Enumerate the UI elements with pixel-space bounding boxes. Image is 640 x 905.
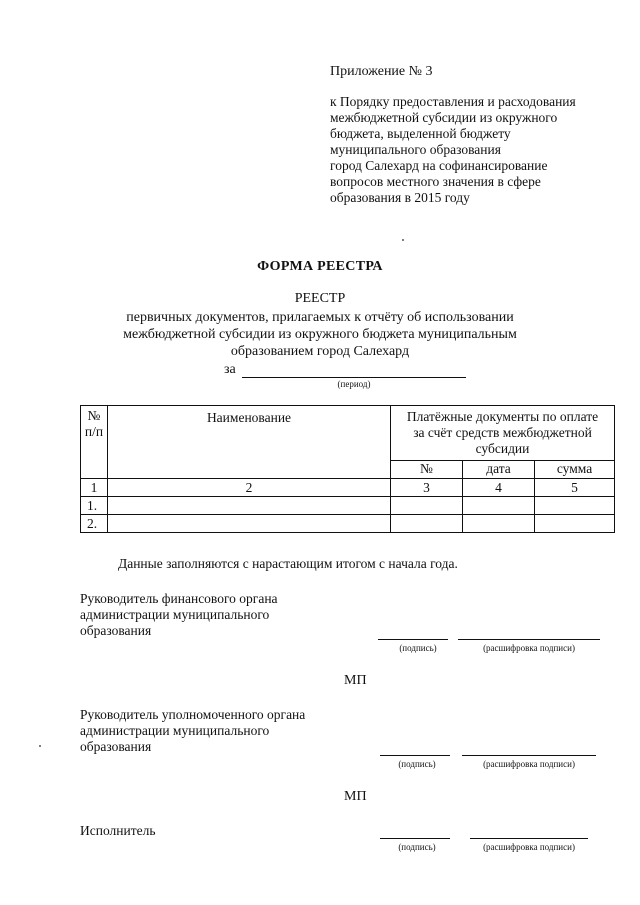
period-prefix: за	[224, 362, 236, 377]
signatory-line: Руководитель уполномоченного органа	[80, 707, 306, 722]
signatory-line: администрации муниципального	[80, 723, 270, 738]
signature-decode-field[interactable]	[458, 639, 600, 640]
appendix-line: межбюджетной субсидии из окружного	[330, 110, 558, 125]
row-date-cell[interactable]	[463, 515, 535, 533]
signatory-authorized-head	[80, 707, 305, 755]
subheader-sum: сумма	[535, 461, 615, 479]
row-sum-cell[interactable]	[535, 515, 615, 533]
signature-label: (подпись)	[398, 842, 436, 852]
table-header-row	[81, 406, 615, 461]
signatory-finance-head	[80, 591, 278, 639]
header-payment-line: за счёт средств межбюджетной	[413, 425, 592, 440]
row-number: 2.	[81, 515, 108, 533]
scan-dot	[39, 745, 41, 747]
numbering-cell: 2	[108, 479, 391, 497]
signatory-line: Руководитель финансового органа	[80, 591, 278, 606]
form-title: ФОРМА РЕЕСТРА	[257, 259, 383, 274]
registry-subtitle	[100, 309, 540, 360]
signatory-line: администрации муниципального	[80, 607, 270, 622]
period-field[interactable]	[242, 377, 466, 378]
registry-title: РЕЕСТР	[294, 291, 346, 306]
scan-dot	[402, 239, 404, 241]
appendix-number: Приложение № 3	[330, 64, 433, 79]
table-row	[81, 515, 615, 533]
registry-subtitle-line: межбюджетной субсидии из окружного бюджета муниципальным	[123, 327, 517, 342]
row-name-cell[interactable]	[108, 515, 391, 533]
signature-decode-field[interactable]	[470, 838, 588, 839]
header-payment-line: Платёжные документы по оплате	[406, 409, 599, 424]
signature-field[interactable]	[380, 755, 450, 756]
row-doc-no-cell[interactable]	[391, 497, 463, 515]
stamp-place-mark: МП	[344, 673, 367, 688]
row-name-cell[interactable]	[108, 497, 391, 515]
table-numbering-row	[81, 479, 615, 497]
appendix-line: вопросов местного значения в сфере	[330, 174, 541, 189]
header-payment-docs	[391, 406, 615, 461]
header-np	[81, 406, 108, 479]
numbering-cell: 4	[463, 479, 535, 497]
fill-note: Данные заполняются с нарастающим итогом с начала года.	[118, 556, 458, 571]
appendix-line: образования в 2015 году	[330, 190, 470, 205]
table-row	[81, 497, 615, 515]
header-np-line: №	[87, 408, 101, 423]
row-number: 1.	[81, 497, 108, 515]
header-name: Наименование	[108, 406, 391, 479]
numbering-cell: 1	[81, 479, 108, 497]
row-doc-no-cell[interactable]	[391, 515, 463, 533]
numbering-cell: 5	[535, 479, 615, 497]
appendix-line: бюджета, выделенной бюджету	[330, 126, 511, 141]
signatory-line: Исполнитель	[80, 823, 156, 838]
period-label: (период)	[337, 379, 371, 389]
subheader-doc-no: №	[391, 461, 463, 479]
signature-decode-field[interactable]	[462, 755, 596, 756]
signature-label: (подпись)	[399, 643, 437, 653]
appendix-text	[330, 94, 620, 206]
registry-table	[80, 405, 615, 533]
signatory-line: образования	[80, 623, 152, 638]
signatory-line: образования	[80, 739, 152, 754]
signature-field[interactable]	[378, 639, 448, 640]
registry-subtitle-line: образованием город Салехард	[230, 344, 410, 359]
signature-decode-label: (расшифровка подписи)	[483, 643, 575, 653]
appendix-line: муниципального образования	[330, 142, 501, 157]
signature-decode-label: (расшифровка подписи)	[483, 842, 575, 852]
subheader-date: дата	[463, 461, 535, 479]
signature-decode-label: (расшифровка подписи)	[483, 759, 575, 769]
row-date-cell[interactable]	[463, 497, 535, 515]
appendix-line: к Порядку предоставления и расходования	[330, 94, 576, 109]
signature-field[interactable]	[380, 838, 450, 839]
header-payment-line: субсидии	[475, 441, 530, 456]
appendix-line: город Салехард на софинансирование	[330, 158, 548, 173]
signature-label: (подпись)	[398, 759, 436, 769]
row-sum-cell[interactable]	[535, 497, 615, 515]
registry-subtitle-line: первичных документов, прилагаемых к отчёту об использовании	[126, 310, 514, 325]
stamp-place-mark: МП	[344, 789, 367, 804]
signatory-executor	[80, 823, 156, 839]
numbering-cell: 3	[391, 479, 463, 497]
header-np-line: п/п	[84, 424, 104, 439]
